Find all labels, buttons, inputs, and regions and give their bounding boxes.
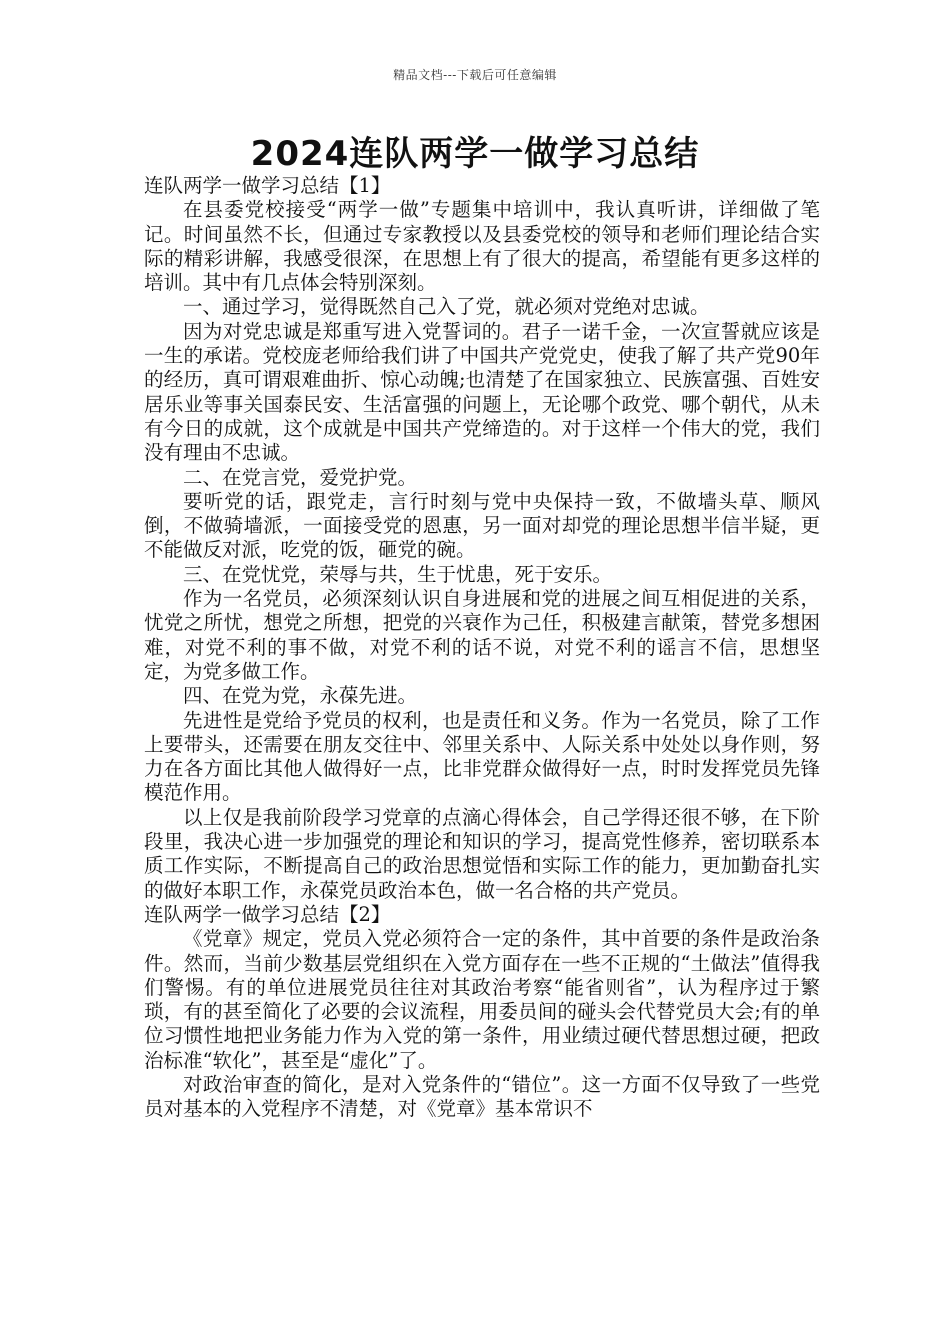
document-title: 2024连队两学一做学习总结	[250, 134, 700, 174]
paragraph: 《党章》规定，党员入党必须符合一定的条件，其中首要的条件是政治条件。然而，当前少数基层党组织在入党方面存在一些不正规的“土做法”值得我们警惕。有的单位进展党员往往对其政治考察“能省则省”，认为程序过于繁琐，有的甚至简化了必要的会议流程，用委员间的碰头会代替党员大会;有的单位习惯性地把业务能力作为入党的第一条件，用业绩过硬代替思想过硬，把政治标准“软化”，甚至是“虚化”了。	[144, 927, 820, 1072]
header-note: 精品文档---下载后可任意编辑	[393, 68, 557, 82]
paragraph: 在县委党校接受“两学一做”专题集中培训中，我认真听讲，详细做了笔记。时间虽然不长，但通过专家教授以及县委党校的领导和老师们理论结合实际的精彩讲解，我感受很深，在思想上有了很大的提高，希望能有更多这样的培训。其中有几点体会特别深刻。	[144, 198, 820, 295]
paragraph: 先进性是党给予党员的权利，也是责任和义务。作为一名党员，除了工作上要带头，还需要在朋友交往中、邻里关系中、人际关系中处处以身作则，努力在各方面比其他人做得好一点，比非党群众做得好一点，时时发挥党员先锋模范作用。	[144, 708, 820, 805]
paragraph-point-1: 一、通过学习，觉得既然自己入了党，就必须对党绝对忠诚。	[183, 295, 710, 319]
paragraph-point-4: 四、在党为党，永葆先进。	[183, 684, 418, 708]
document-body	[144, 174, 820, 1122]
paragraph: 作为一名党员，必须深刻认识自身进展和党的进展之间互相促进的关系，忧党之所忧，想党之所想，把党的兴衰作为己任，积极建言献策，替党多想困难，对党不利的事不做，对党不利的话不说，对党不利的谣言不信，思想坚定，为党多做工作。	[144, 587, 820, 683]
paragraph: 因为对党忠诚是郑重写进入党誓词的。君子一诺千金，一次宣誓就应该是一生的承诺。党校庞老师给我们讲了中国共产党党史，使我了解了共产党90年的经历，真可谓艰难曲折、惊心动魄;也清楚了在国家独立、民族富强、百姓安居乐业等事关国泰民安、生活富强的问题上，无论哪个政党、哪个朝代，从未有今日的成就，这个成就是中国共产党缔造的。对于这样一个伟大的党，我们没有理由不忠诚。	[144, 319, 820, 465]
paragraph: 对政治审查的简化，是对入党条件的“错位”。这一方面不仅导致了一些党员对基本的入党程序不清楚，对《党章》基本常识不	[144, 1072, 820, 1121]
paragraph-point-3: 三、在党忧党，荣辱与共，生于忧患，死于安乐。	[183, 562, 613, 586]
paragraph-point-2: 二、在党言党，爱党护党。	[183, 465, 418, 489]
paragraph: 以上仅是我前阶段学习党章的点滴心得体会，自己学得还很不够，在下阶段里，我决心进一步加强党的理论和知识的学习，提高党性修养，密切联系本质工作实际，不断提高自己的政治思想觉悟和实际工作的能力，更加勤奋扎实的做好本职工作，永葆党员政治本色，做一名合格的共产党员。	[144, 805, 820, 902]
section-heading-1: 连队两学一做学习总结【1】	[144, 174, 391, 197]
paragraph: 要听党的话，跟党走，言行时刻与党中央保持一致，不做墙头草、顺风倒，不做骑墙派，一面接受党的恩惠，另一面对却党的理论思想半信半疑，更不能做反对派，吃党的饭，砸党的碗。	[144, 489, 820, 562]
section-heading-2: 连队两学一做学习总结【2】	[144, 902, 391, 926]
